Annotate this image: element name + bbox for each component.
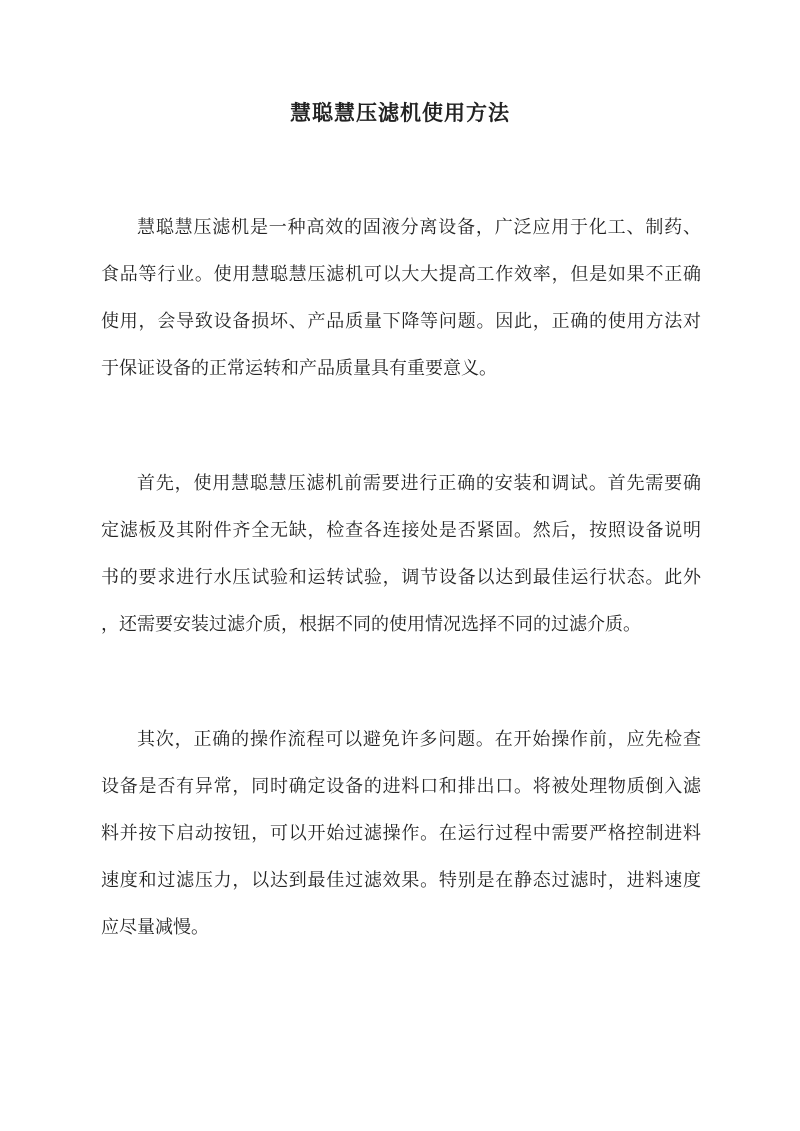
- paragraph-line: 设备是否有异常，同时确定设备的进料口和排出口。将被处理物质倒入滤: [101, 776, 701, 797]
- paragraph-line: ，还需要安装过滤介质，根据不同的使用情况选择不同的过滤介质。: [101, 614, 641, 635]
- paragraph-line: 书的要求进行水压试验和运转试验，调节设备以达到最佳运行状态。此外: [101, 567, 701, 588]
- paragraph-line: 速度和过滤压力，以达到最佳过滤效果。特别是在静态过滤时，进料速度: [101, 870, 701, 891]
- paragraph-operation: [101, 716, 701, 951]
- paragraph-intro: [101, 204, 701, 392]
- paragraph-line: 首先，使用慧聪慧压滤机前需要进行正确的安装和调试。首先需要确: [137, 473, 701, 494]
- paragraph-line: 应尽量减慢。: [101, 917, 209, 938]
- paragraph-line: 定滤板及其附件齐全无缺，检查各连接处是否紧固。然后，按照设备说明: [101, 520, 701, 541]
- paragraph-line: 使用，会导致设备损坏、产品质量下降等问题。因此，正确的使用方法对: [101, 311, 701, 332]
- paragraph-installation: [101, 460, 701, 648]
- paragraph-line: 于保证设备的正常运转和产品质量具有重要意义。: [101, 358, 497, 379]
- paragraph-line: 慧聪慧压滤机是一种高效的固液分离设备，广泛应用于化工、制药、: [137, 217, 701, 238]
- paragraph-line: 其次，正确的操作流程可以避免许多问题。在开始操作前，应先检查: [137, 729, 701, 750]
- paragraph-line: 料并按下启动按钮，可以开始过滤操作。在运行过程中需要严格控制进料: [101, 823, 701, 844]
- document-title: 慧聪慧压滤机使用方法: [290, 100, 510, 125]
- paragraph-line: 食品等行业。使用慧聪慧压滤机可以大大提高工作效率，但是如果不正确: [101, 264, 701, 285]
